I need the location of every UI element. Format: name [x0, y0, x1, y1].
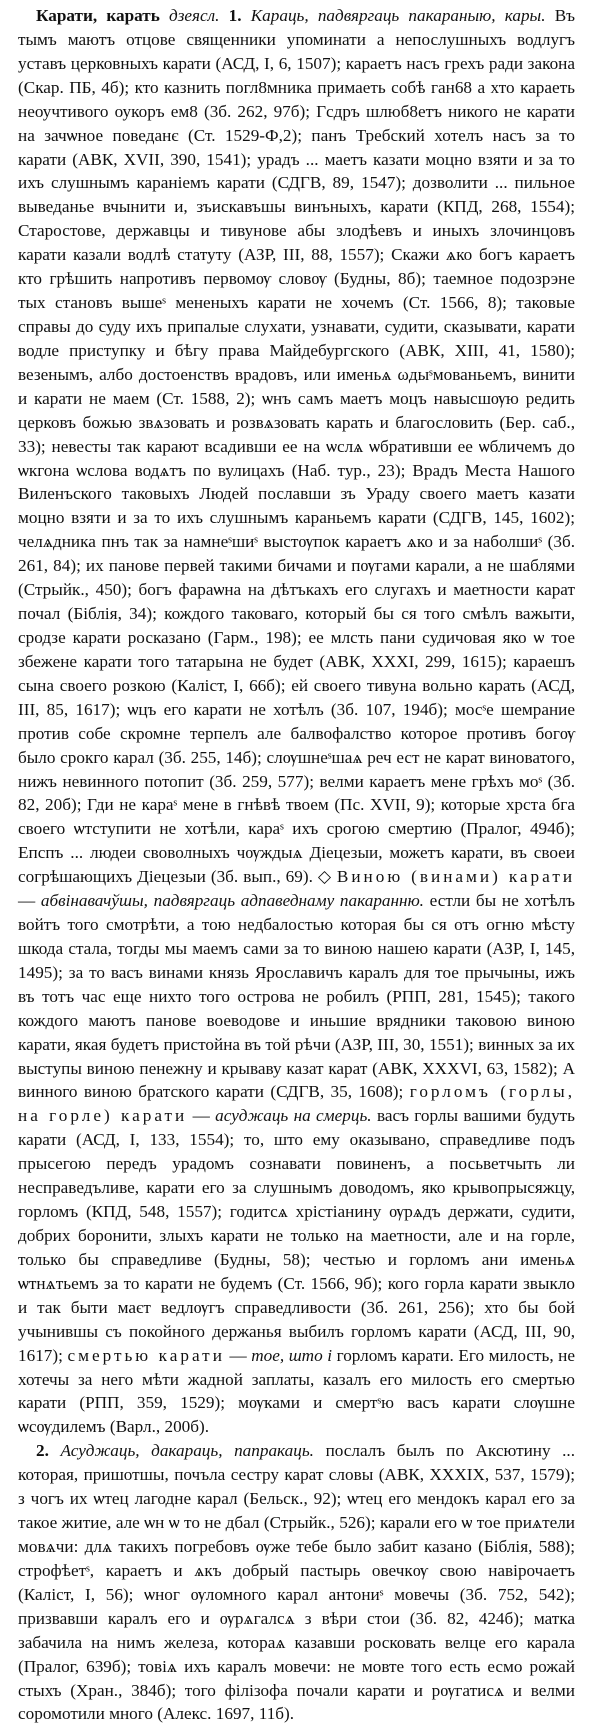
- entry-sense-1: Карати, карать дзеясл. 1. Караць, падвяргаць пакараныю, кары. Въ тымъ маютъ отцове священники упоминати а непослушныхъ водлугъ уставъ церковныхъ карати (АСД, I, 6, 1507); караетъ насъ грехъ ради закона (Скар. ПБ, 4б); кто казнить погл8мника примаеть собѣ ган68 а хто караеть неоучтивого оукоръ ем8 (3б. 262, 97б); Гсдръ шлюб8етъ никого не карати на зачѡное поведанє (Ст. 1529-Ф,2); панъ Требский хотелъ насъ за то карати (АВК, XVII, 390, 1541); урадъ ... маетъ казати моцно взяти и за то ихъ слушнымъ караніемъ карати (СДГВ, 89, 1547); дозволити ... пильное выведанье вчынити и, зъискавъшы винъныхъ, карати (КПД, 268, 1554); Старостове, державцы и тивунове абы злодѣевъ и иныхъ злочинцовъ карати казали водлѣ статуту (АЗР, III, 88, 1557); Скажи ѧко богъ караетъ кто грѣшить напротивъ первомѹ словѹ (Будны, 8б); таемное подозрэне тых становъ вышеˢ мененыхъ карати не хочемъ (Ст. 1566, 8); таковые справы до суду ихъ припалые слухати, узнавати, судити, сказывати, карати водле приступку и бѣгу права Майдебургского (АВК, XIII, 41, 1580); везенымъ, албо достоенствъ врадовъ, или именьѧ ωдыˢмованьемъ, винити и карати не маем (Ст. 1588, 2); ѡнъ самъ маетъ моцъ навысшѹю редить церковъ божью звѧзовать и розвѧзовать карать и благословить (Бер. саб., 33); невесты так карают всадивши ее на ѡслѧ ѡбративши ее ѡбличемъ до ѡкгона ѡслова водѧтъ по вулицахъ (Наб. тур., 23); Врадъ Места Нашого Виленъского таковыхъ Людей пославши зъ Ураду своего маетъ казати моцно взяти и за то ихъ слушнымъ караньемъ карати (СДГВ, 145, 1602); челѧдника пнъ так за намнеˢшиˢ выстѹпок караетъ ѧко и за наболшиˢ (3б. 261, 84); их панове первей такими бичами и пѹгами карали, а не шаблями (Стрыйк., 450); богъ фараѡна на дѣтъкахъ его слугахъ и маетности карат почал (Біблія, 34); кождого таковаго, который бы ся того смѣлъ важыти, сродзе карати росказано (Гарм., 198); ее млсть пани судичовая яко ѡ тое збежене карати того татарына не будет (АВК, XXXI, 299, 1615); караешъ сына своего розкою (Каліст, I, 66б); ей своего тивуна вольно карать (АСД, III, 85, 1617); ѡцъ его карати не хотѣлъ (3б. 107, 194б); мосˢе шемрание против собе скромне терпелъ але балвофалство которое противъ богѹ было срокго карал (3б. 255, 14б); слѹшнеˢшаѧ реч ест не карат виноватого, нижъ невинного потопит (3б. 259, 577); велми караетъ мене грѣхъ моˢ (3б. 82, 20б); Гди не караˢ мене в гнѣвѣ твоем (Пс. XVII, 9); которые хрста бга своего ѡтступити не хотѣли, караˢ ихъ срогою смертию (Пралог, 494б); Епспъ ... людеи своволныхъ чѹждыѧ Діецезыи, можетъ карати, въ своеи согрѣшающихъ Діецезыи (3б. вып., 69). ◇ Виною (винами) карати — абвінавачўшы, падвяргаць адпаведнаму пакаранню. естли бы не хотѣлъ войтъ того смотрѣти, а тою недбалостью которая бы ся отъ огню мѣсту шкода стала, тогды мы маемъ сами за то виною нашею карати (АЗР, I, 145, 1495); за то васъ винами князь Ярославичъ каралъ для тое прычыны, ижъ въ тотъ час еще нихто того острова не робилъ (РПП, 281, 1545); такого кождого маютъ панове воеводове и иньшие врядники таковою виною карати, якая будетъ пристойна въ той рѣчи (АЗР, III, 30, 1551); винных за их выступы виною пенежну и крываву казат карат (АВК, XXXVI, 63, 1582); А винного виною братского карати (СДГВ, 35, 1608); горломъ (горлы, на горле) карати — асуджаць на смерць. васъ горлы вашими будуть карати (АСД, I, 133, 1554); то, што ему оказывано, справедливе подъ прысегою передъ урадомъ сознавати повиненъ, а посьветчыть ли несправедъливе, карати его за слушнымъ доводомъ, яко крывопрысяжцу, горломъ (КПД, 548, 1557); годитсѧ хрістіанину ѹрѧдъ держати, судити, добрих боронити, злыхъ карати не только на маетности, але и на горле, только бы справедливе (Будны, 58); честью и горломъ ани именьѧ ѡтнѧтьемъ за то карати не будемъ (Ст. 1566, 9б); кого горла карати звыкло и так быти маєт ведлѹгъ справедливости (3б. 261, 256); хто бы бой учынившы съ покойного держанья выбилъ горломъ карати (АСД, III, 90, 1617); смертью карати — тое, што і горломъ карати. Его милость, не хотечы за него мѣти жадной заплаты, казалъ его милость его смертью карати (РПП, 359, 1529); мѹками и смертˢю васъ карати слѹшне ѡсѹдилемъ (Варл., 200б).: [18, 6, 576, 1437]
- phrase-gloss-gorlom: асуджаць на смерць.: [215, 1106, 372, 1126]
- headword: Карати, карать: [36, 6, 160, 25]
- grammar-label: дзеясл.: [169, 6, 220, 25]
- sense-number-1: 1.: [228, 6, 242, 25]
- phrase-viniu-karati: Виною (винами) карати: [336, 867, 576, 887]
- phrase-gorlom-karati: горломъ (горлы, на горле) карати: [18, 1082, 576, 1126]
- phrase-citations-smertiu: Его милость, не хотечы за него мѣти жадной заплаты, казалъ его милость его смертью карати (РПП, 359, 1529); мѹками и смертˢю васъ карати слѹшне ѡсѹдилемъ (Варл., 200б).: [18, 1345, 576, 1437]
- sense-citations-2: послалъ былъ по Аксютину ... которая, пришотшы, почъла сестру карат словы (АВК, XXXIX, 537, 1579); з чогъ их ѡтец лагодне карал (Бельск., 92); ѡтец его мендокъ карал его за такое житие, але ѡн ѡ то не дбал (Стрыйк., 526); карали его ѡ тое приѧтели мовѧчи: длѧ такихъ погребовъ ѹже тебе было забит казано (Біблія, 588); строфѣетˢ, караетъ и ѧкъ добрый пастырь овечкѹ свою навірочаетъ (Каліст, I, 56); ѡног ѹломного карал антониˢ мовечы (3б. 752, 542); призвавши каралъ его и ѹрѧгалсѧ з вѣри стои (3б. 82, 424б); матка забачила на нимъ железа, котораѧ казавши росковать велце его карала (Пралог, 639б); товіѧ ихъ каралъ мовечи: не мовте того есть есмо рожай стыхъ (Хран., 384б); того філізофа почали карати и рѹгатисѧ и велми соромотили много (Алекс. 1697, 11б).: [18, 1441, 576, 1724]
- sense-citations-1: Въ тымъ маютъ отцове священники упоминати а непослушныхъ водлугъ уставъ церковныхъ карати (АСД, I, 6, 1507); караетъ насъ грехъ ради закона (Скар. ПБ, 4б); кто казнить погл8мника примаеть собѣ ган68 а хто караеть неоучтивого оукоръ ем8 (3б. 262, 97б); Гсдръ шлюб8етъ никого не карати на зачѡное поведанє (Ст. 1529-Ф,2); панъ Требский хотелъ насъ за то карати (АВК, XVII, 390, 1541); урадъ ... маетъ казати моцно взяти и за то ихъ слушнымъ караніемъ карати (СДГВ, 89, 1547); дозволити ... пильное выведанье вчынити и, зъискавъшы винъныхъ, карати (КПД, 268, 1554); Старостове, державцы и тивунове абы злодѣевъ и иныхъ злочинцовъ карати казали водлѣ статуту (АЗР, III, 88, 1557); Скажи ѧко богъ караетъ кто грѣшить напротивъ первомѹ словѹ (Будны, 8б); таемное подозрэне тых становъ вышеˢ мененыхъ карати не хочемъ (Ст. 1566, 8); таковые справы до суду ихъ припалые слухати, узнавати, судити, сказывати, карати водле приступку и бѣгу права Майдебургского (АВК, XIII, 41, 1580); везенымъ, албо достоенствъ врадовъ, или именьѧ ωдыˢмованьемъ, винити и карати не маем (Ст. 1588, 2); ѡнъ самъ маетъ моцъ навысшѹю редить церковъ божью звѧзовать и розвѧзовать карать и благословить (Бер. саб., 33); невесты так карают всадивши ее на ѡслѧ ѡбративши ее ѡбличемъ до ѡкгона ѡслова водѧтъ по вулицахъ (Наб. тур., 23); Врадъ Места Нашого Виленъского таковыхъ Людей пославши зъ Ураду своего маетъ казати моцно взяти и за то ихъ слушнымъ караньемъ карати (СДГВ, 145, 1602); челѧдника пнъ так за намнеˢшиˢ выстѹпок караетъ ѧко и за наболшиˢ (3б. 261, 84); их панове первей такими бичами и пѹгами карали, а не шаблями (Стрыйк., 450); богъ фараѡна на дѣтъкахъ его слугахъ и маетности карат почал (Біблія, 34); кождого таковаго, который бы ся того смѣлъ важыти, сродзе карати росказано (Гарм., 198); ее млсть пани судичовая яко ѡ тое збежене карати того татарына не будет (АВК, XXXI, 299, 1615); караешъ сына своего розкою (Каліст, I, 66б); ей своего тивуна вольно карать (АСД, III, 85, 1617); ѡцъ его карати не хотѣлъ (3б. 107, 194б); мосˢе шемрание против собе скромне терпелъ але балвофалство которое противъ богѹ было срокго карал (3б. 255, 14б); слѹшнеˢшаѧ реч ест не карат виноватого, нижъ невинного потопит (3б. 259, 577); велми караетъ мене грѣхъ моˢ (3б. 82, 20б); Гди не караˢ мене в гнѣвѣ твоем (Пс. XVII, 9); которые хрста бга своего ѡтступити не хотѣли, караˢ ихъ срогою смертию (Пралог, 494б); Епспъ ... людеи своволныхъ чѹждыѧ Діецезыи, можетъ карати, въ своеи согрѣшающихъ Діецезыи (3б. вып., 69).: [18, 6, 576, 887]
- phrase-citations-viniu: естли бы не хотѣлъ войтъ того смотрѣти, а тою недбалостью которая бы ся отъ огню мѣсту шкода стала, тогды мы маемъ сами за то виною нашею карати (АЗР, I, 145, 1495); за то васъ винами князь Ярославичъ каралъ для тое прычыны, ижъ въ тотъ час еще нихто того острова не робилъ (РПП, 281, 1545); такого кождого маютъ панове воеводове и иньшие врядники таковою виною карати, якая будетъ пристойна въ той рѣчи (АЗР, III, 30, 1551); винных за их выступы виною пенежну и крываву казат карат (АВК, XXXVI, 63, 1582); А винного виною братского карати (СДГВ, 35, 1608);: [18, 891, 575, 1102]
- phrase-citations-gorlom: васъ горлы вашими будуть карати (АСД, I, 133, 1554); то, што ему оказывано, справедливе подъ прысегою передъ урадомъ сознавати повиненъ, а посьветчыть ли несправедъливе, карати его за слушнымъ доводомъ, яко крывопрысяжцу, горломъ (КПД, 548, 1557); годитсѧ хрістіанину ѹрѧдъ держати, судити, добрих боронити, злыхъ карати не только на маетности, але и на горле, только бы справедливе (Будны, 58); честью и горломъ ани именьѧ ѡтнѧтьемъ за то карати не будемъ (Ст. 1566, 9б); кого горла карати звыкло и так быти маєт ведлѹгъ справедливости (3б. 261, 256); хто бы бой учынившы съ покойного держанья выбилъ горломъ карати (АСД, III, 90, 1617);: [18, 1106, 576, 1365]
- phrase-smertiu-karati: смертью карати: [67, 1345, 225, 1365]
- sense-gloss-1: Караць, падвяргаць пакараныю, кары.: [250, 6, 546, 25]
- entry-sense-2: [18, 1439, 575, 1726]
- phrase-gloss-smertiu: тое, што і: [251, 1345, 333, 1365]
- phrase-gloss-viniu: абвінавачўшы, падвяргаць адпаведнаму пакаранню.: [40, 891, 424, 911]
- phrase-gloss-ref: горломъ карати.: [336, 1345, 454, 1365]
- phrase-marker: ◇: [317, 867, 332, 887]
- sense-gloss-2: Асуджаць, дакараць, папракаць.: [60, 1441, 314, 1461]
- sense-number-2: 2.: [36, 1441, 49, 1461]
